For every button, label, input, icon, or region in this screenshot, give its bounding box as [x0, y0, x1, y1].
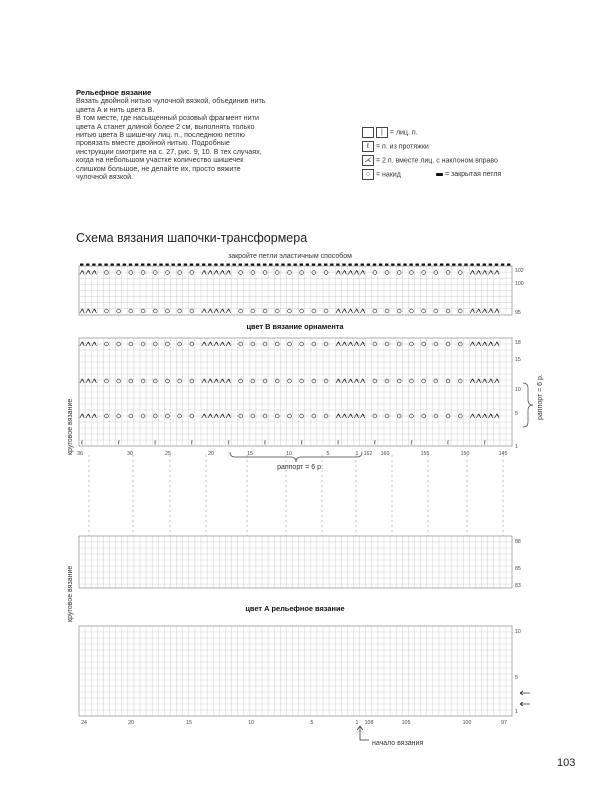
bindoff-mark: [117, 264, 120, 266]
pull-symbol-icon: ℓ: [264, 440, 267, 447]
bindoff-mark: [324, 264, 327, 266]
chart-block-relief-top-frame: [79, 536, 512, 588]
intro-line: нитью цвета В шишечку лиц. п., последнюю петлю: [76, 130, 245, 140]
pull-symbol-icon: ℓ: [410, 440, 413, 447]
bindoff-mark: [123, 264, 126, 266]
row-label: 83: [515, 583, 521, 589]
row-label: 102: [515, 268, 524, 274]
bindoff-mark: [269, 264, 272, 266]
knit-symbol-icon: |: [376, 127, 388, 138]
row-label: 10: [515, 387, 521, 393]
bindoff-mark: [409, 264, 412, 266]
label-color-a: цвет А рельефное вязание: [245, 604, 345, 613]
intro-line: цвета А и нить цвета В.: [76, 104, 155, 114]
column-label: 105: [401, 720, 411, 726]
bindoff-mark: [458, 264, 461, 266]
legend-pull-label: = п. из протяжки: [375, 143, 429, 151]
intro-line: инструкции смотрите на с. 27, рис. 9, 10. В тех случаях,: [76, 146, 262, 156]
bindoff-mark: [385, 264, 388, 266]
bindoff-mark: [165, 264, 168, 266]
column-label: 108: [364, 720, 374, 726]
column-label: 20: [208, 451, 214, 457]
bindoff-mark: [428, 264, 431, 266]
row-label: 15: [515, 357, 521, 363]
bindoff-mark: [318, 264, 321, 266]
intro-line: слишком большое, не делайте их, просто вяжите: [76, 163, 241, 173]
bindoff-mark: [397, 264, 400, 266]
column-label: 1: [355, 451, 359, 457]
bindoff-mark: [263, 264, 266, 266]
repeat-brace-vertical: [523, 383, 533, 427]
bindoff-mark: [226, 264, 229, 266]
column-label: 145: [498, 451, 508, 457]
row-label: 1: [515, 444, 518, 450]
bindoff-mark: [104, 264, 107, 266]
bindoff-mark: [141, 264, 144, 266]
row-label: 10: [515, 629, 521, 635]
pull-symbol-icon: ℓ: [154, 440, 157, 447]
start-label: начало вязания: [372, 740, 424, 747]
row-label: 5: [515, 675, 518, 681]
intro-heading: Рельефное вязание: [76, 88, 152, 97]
legend-k2tog-label: = 2 п. вместе лиц. с наклоном вправо: [375, 157, 498, 165]
bindoff-mark: [452, 264, 455, 266]
bindoff-mark: [80, 264, 83, 266]
bindoff-mark: [379, 264, 382, 266]
bindoff-mark: [434, 264, 437, 266]
side-label-b: круговое вязание: [67, 398, 74, 455]
bindoff-mark: [178, 264, 181, 266]
bindoff-mark: [220, 264, 223, 266]
bindoff-mark: [275, 264, 278, 266]
pull-symbol-icon: ℓ: [483, 440, 486, 447]
intro-line: когда на небольшом участке количество шишечек: [76, 155, 244, 165]
bindoff-mark: [159, 264, 162, 266]
intro-line: В том месте, где насыщенный розовый фрагмент нити: [76, 113, 259, 123]
chart-block-relief-top: [79, 536, 512, 588]
legend-knit-label: = лиц. п.: [389, 129, 418, 137]
bindoff-mark: [495, 264, 498, 266]
bindoff-mark: [245, 264, 248, 266]
row-label: 85: [515, 566, 521, 572]
bindoff-mark: [440, 264, 443, 266]
chart-block-relief-frame: [79, 626, 512, 716]
chart-title: Схема вязания шапочки-трансформера: [76, 231, 308, 245]
pull-symbol-icon: ℓ: [362, 141, 374, 152]
bindoff-mark: [239, 264, 242, 266]
row-label: 5: [515, 411, 518, 417]
bindoff-mark: [202, 264, 205, 266]
bindoff-mark: [92, 264, 95, 266]
bindoff-mark: [214, 264, 217, 266]
bindoff-mark: [348, 264, 351, 266]
intro-line: цвета А станет длиной более 2 см, выполнять только: [76, 121, 255, 131]
bindoff-mark: [470, 264, 473, 266]
bindoff-mark: [98, 264, 101, 266]
bindoff-mark: [336, 264, 339, 266]
column-label: 36: [77, 451, 83, 457]
pull-symbol-icon: ℓ: [117, 440, 120, 447]
chart-block-top: [79, 266, 512, 315]
start-arrow-icon: [360, 727, 369, 740]
bindoff-mark: [373, 264, 376, 266]
chart-block-relief: [79, 626, 512, 716]
bindoff-mark: [416, 264, 419, 266]
bindoff-mark: [391, 264, 394, 266]
pull-symbol-icon: ℓ: [300, 440, 303, 447]
column-label: 25: [165, 451, 171, 457]
pull-symbol-icon: ℓ: [190, 440, 193, 447]
column-label: 20: [128, 720, 134, 726]
bindoff-mark: [86, 264, 89, 266]
bindoff-mark: [361, 264, 364, 266]
bindoff-mark: [281, 264, 284, 266]
bindoff-mark: [507, 264, 510, 266]
legend-bindoff-label: = закрытая петля: [444, 171, 502, 178]
bindoff-mark: [233, 264, 236, 266]
intro-line: провязать вместе двойной нитью. Подробные: [76, 138, 230, 148]
bindoff-mark: [208, 264, 211, 266]
column-label: 15: [186, 720, 192, 726]
column-label: 24: [81, 720, 87, 726]
bindoff-mark: [367, 264, 370, 266]
pull-symbol-icon: ℓ: [337, 440, 340, 447]
bindoff-mark: [196, 264, 199, 266]
chart-block-ornament: [79, 338, 512, 446]
bindoff-mark: [477, 264, 480, 266]
column-label: 5: [326, 451, 330, 457]
column-label: 15: [247, 451, 253, 457]
column-label: 30: [127, 451, 133, 457]
column-label: 1: [355, 720, 359, 726]
k2tog-symbol-icon: ⋌: [362, 155, 374, 166]
column-label: 10: [286, 451, 292, 457]
bindoff-mark: [355, 264, 358, 266]
bindoff-mark: [251, 264, 254, 266]
bindoff-mark: [501, 264, 504, 266]
row-label: 100: [515, 281, 524, 287]
bindoff-mark: [312, 264, 315, 266]
pull-symbol-icon: ℓ: [81, 440, 84, 447]
column-label: 100: [462, 720, 472, 726]
top-note: закройте петли эластичным способом: [228, 253, 352, 260]
intro-line: Вязать двойной нитью чулочной вязкой, объединив нить: [76, 96, 266, 106]
label-color-b: цвет В вязание орнамента: [246, 322, 344, 331]
repeat-label-vertical: раппорт = 6 р.: [537, 374, 544, 420]
column-label: 160: [380, 451, 390, 457]
legend-yo-label: = накид: [375, 171, 401, 179]
column-label: 5: [310, 720, 314, 726]
row-label: 18: [515, 340, 521, 346]
bindoff-mark: [330, 264, 333, 266]
bindoff-mark: [446, 264, 449, 266]
bindoff-mark: [294, 264, 297, 266]
column-label: 150: [460, 451, 470, 457]
column-label: 10: [248, 720, 254, 726]
bindoff-mark: [464, 264, 467, 266]
page-number: 103: [557, 757, 576, 769]
bindoff-mark: [287, 264, 290, 266]
row-label: 1: [515, 709, 518, 715]
left-arrow-icon: [520, 691, 530, 695]
bindoff-mark: [147, 264, 150, 266]
bindoff-row: [80, 264, 510, 266]
column-label: 162: [363, 451, 373, 457]
side-label-a: круговое вязание: [67, 565, 74, 622]
bindoff-mark: [129, 264, 132, 266]
pull-symbol-icon: ℓ: [373, 440, 376, 447]
bindoff-mark: [172, 264, 175, 266]
bindoff-mark: [153, 264, 156, 266]
row-label: 95: [515, 310, 521, 316]
pull-symbol-icon: ℓ: [447, 440, 450, 447]
bindoff-mark: [489, 264, 492, 266]
repeat-label-horizontal: раппорт = 6 р.: [277, 464, 323, 471]
bindoff-mark: [403, 264, 406, 266]
yo-symbol-icon: ○: [362, 169, 374, 180]
column-label: 155: [420, 451, 430, 457]
intro-line: чулочной вязкой.: [76, 172, 134, 182]
bindoff-mark: [422, 264, 425, 266]
bindoff-mark: [184, 264, 187, 266]
bindoff-mark: [257, 264, 260, 266]
bindoff-mark: [342, 264, 345, 266]
bindoff-mark: [190, 264, 193, 266]
bindoff-mark: [300, 264, 303, 266]
left-arrow-icon: [520, 702, 530, 706]
bindoff-mark: [483, 264, 486, 266]
pull-symbol-icon: ℓ: [227, 440, 230, 447]
bindoff-mark: [306, 264, 309, 266]
column-label: 97: [501, 720, 507, 726]
bindoff-mark: [135, 264, 138, 266]
grid-layer: [79, 264, 512, 717]
row-label: 88: [515, 539, 521, 545]
bindoff-mark: [111, 264, 114, 266]
